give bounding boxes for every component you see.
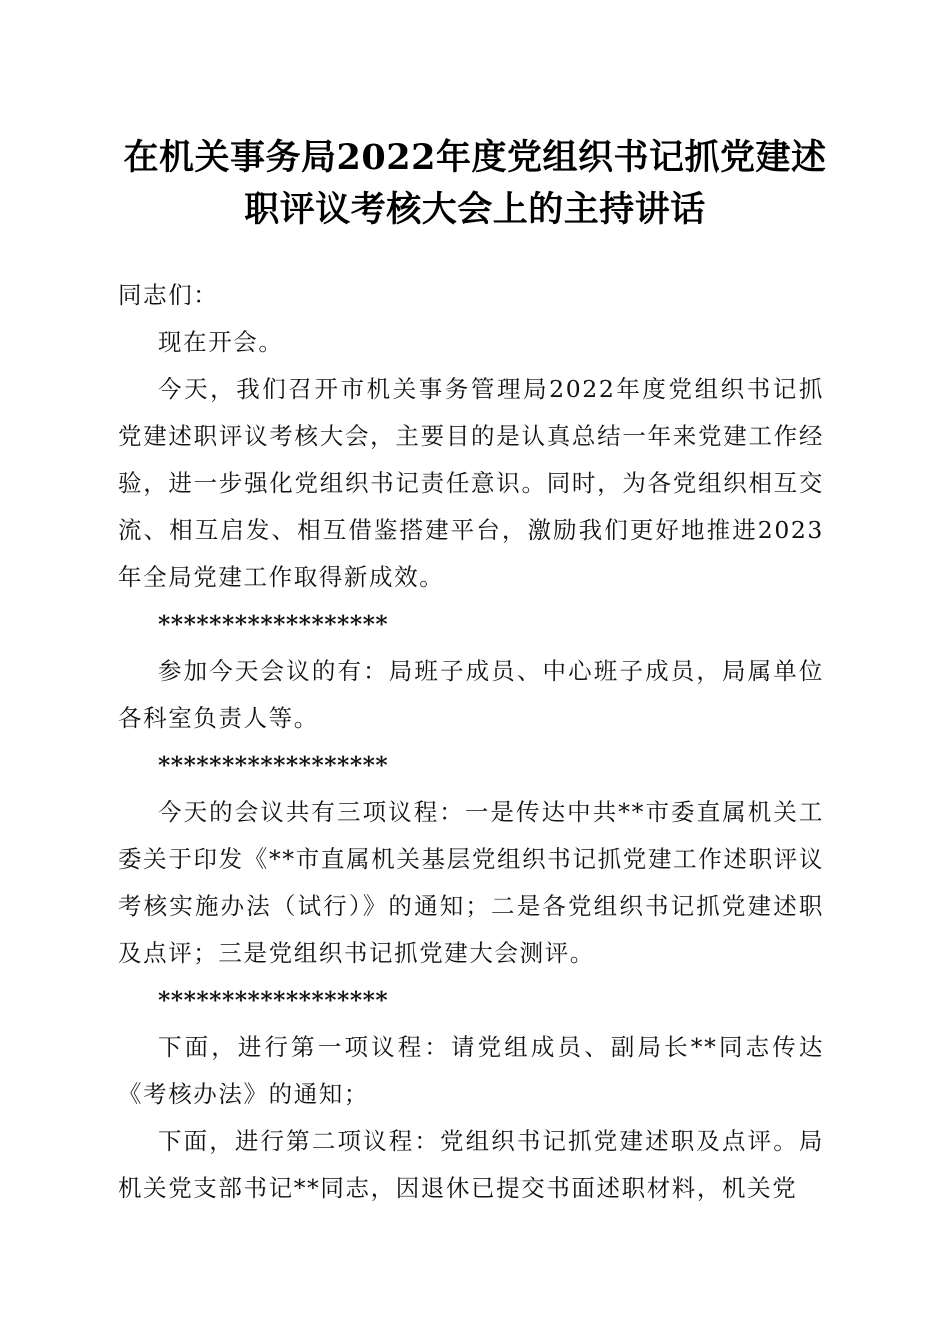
separator-1: ******************	[158, 610, 389, 638]
paragraph-attendees: 参加今天会议的有：局班子成员、中心班子成员，局属单位各科室负责人等。	[118, 657, 824, 732]
separator-3: ******************	[158, 986, 389, 1014]
document-title	[100, 132, 850, 236]
paragraph-first-item: 下面，进行第一项议程：请党组成员、副局长**同志传达《考核办法》的通知；	[118, 1033, 824, 1108]
paragraph-opening: 现在开会。	[158, 328, 284, 356]
document-body	[118, 272, 824, 1212]
title-line-2: 职评议考核大会上的主持讲话	[244, 189, 706, 230]
title-line-1: 在机关事务局2022年度党组织书记抓党建述	[123, 137, 827, 178]
paragraph-second-item: 下面，进行第二项议程：党组织书记抓党建述职及点评。局机关党支部书记**同志，因退休已提交书面述职材料，机关党	[118, 1127, 824, 1202]
salutation: 同志们：	[118, 281, 219, 309]
separator-2: ******************	[158, 751, 389, 779]
paragraph-purpose: 今天，我们召开市机关事务管理局2022年度党组织书记抓党建述职评议考核大会，主要目的是认真总结一年来党建工作经验，进一步强化党组织书记责任意识。同时，为各党组织相互交流、相互启发、相互借鉴搭建平台，激励我们更好地推进2023年全局党建工作取得新成效。	[118, 375, 824, 591]
paragraph-agenda: 今天的会议共有三项议程：一是传达中共**市委直属机关工委关于印发《**市直属机关基层党组织书记抓党建工作述职评议考核实施办法（试行）》的通知；二是各党组织书记抓党建述职及点评；三是党组织书记抓党建大会测评。	[118, 798, 824, 967]
